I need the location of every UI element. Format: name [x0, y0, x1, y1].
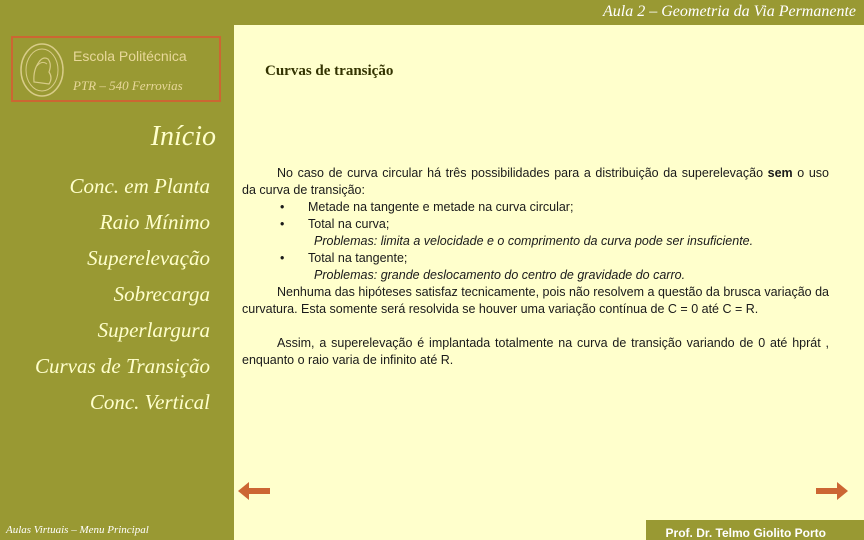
header-bar — [234, 0, 864, 25]
conclusion-paragraph: Nenhuma das hipóteses satisfaz tecnicamente, pois não resolvem a questão da brusca variação da curvatura. Esta somente será resolvida se houver uma variação contínua de C = 0 até C = R. — [242, 285, 829, 316]
nav-superlargura[interactable]: Superlargura — [97, 318, 210, 342]
bullet-text: Total na tangente; — [308, 251, 408, 265]
slide-title: Curvas de transição — [265, 63, 394, 79]
nav-curvas-de-transicao[interactable]: Curvas de Transição — [34, 354, 210, 378]
nav-inicio[interactable]: Início — [150, 121, 216, 152]
bullet-text: Total na curva; — [308, 217, 390, 231]
bullet-icon: • — [280, 217, 285, 231]
nav-conc-vertical[interactable]: Conc. Vertical — [89, 390, 210, 414]
bullet-icon: • — [280, 200, 285, 214]
list-item — [242, 250, 829, 267]
intro-emphasis: sem — [767, 166, 793, 180]
seal-logo — [19, 42, 65, 98]
intro-rest: o uso da curva de transição: — [242, 166, 829, 197]
spacer — [242, 318, 829, 335]
nav-raio-minimo[interactable]: Raio Mínimo — [99, 210, 210, 234]
header-title: Aula 2 – Geometria da Via Permanente — [603, 3, 856, 20]
bullet-icon: • — [280, 251, 285, 265]
author-credit: Prof. Dr. Telmo Giolito Porto — [665, 526, 826, 540]
problem-note: Problemas: limita a velocidade e o comprimento da curva pode ser insuficiente. — [314, 234, 754, 248]
bullet-text: Metade na tangente e metade na curva circular; — [308, 200, 574, 214]
arrow-left-icon[interactable] — [238, 482, 270, 500]
arrow-right-icon[interactable] — [816, 482, 848, 500]
final-paragraph: Assim, a superelevação é implantada totalmente na curva de transição variando de 0 até hprát , enquanto o raio varia de infinito até R. — [242, 336, 829, 367]
slide-content — [242, 165, 829, 369]
nav-conc-em-planta[interactable]: Conc. em Planta — [69, 174, 210, 198]
nav-sobrecarga[interactable]: Sobrecarga — [113, 282, 210, 306]
nav-superelevacao[interactable]: Superelevação — [87, 246, 210, 270]
problem-note: Problemas: grande deslocamento do centro de gravidade do carro. — [314, 268, 686, 282]
intro-paragraph — [242, 165, 829, 199]
list-item — [242, 199, 829, 216]
school-logo-box — [11, 36, 221, 102]
course-name: PTR – 540 Ferrovias — [73, 78, 183, 93]
main-menu-link[interactable]: Aulas Virtuais – Menu Principal — [6, 524, 149, 536]
list-item — [242, 216, 829, 233]
intro-text: No caso de curva circular há três possibilidades para a distribuição da superelevação — [277, 166, 764, 180]
school-name: Escola Politécnica — [73, 48, 187, 64]
